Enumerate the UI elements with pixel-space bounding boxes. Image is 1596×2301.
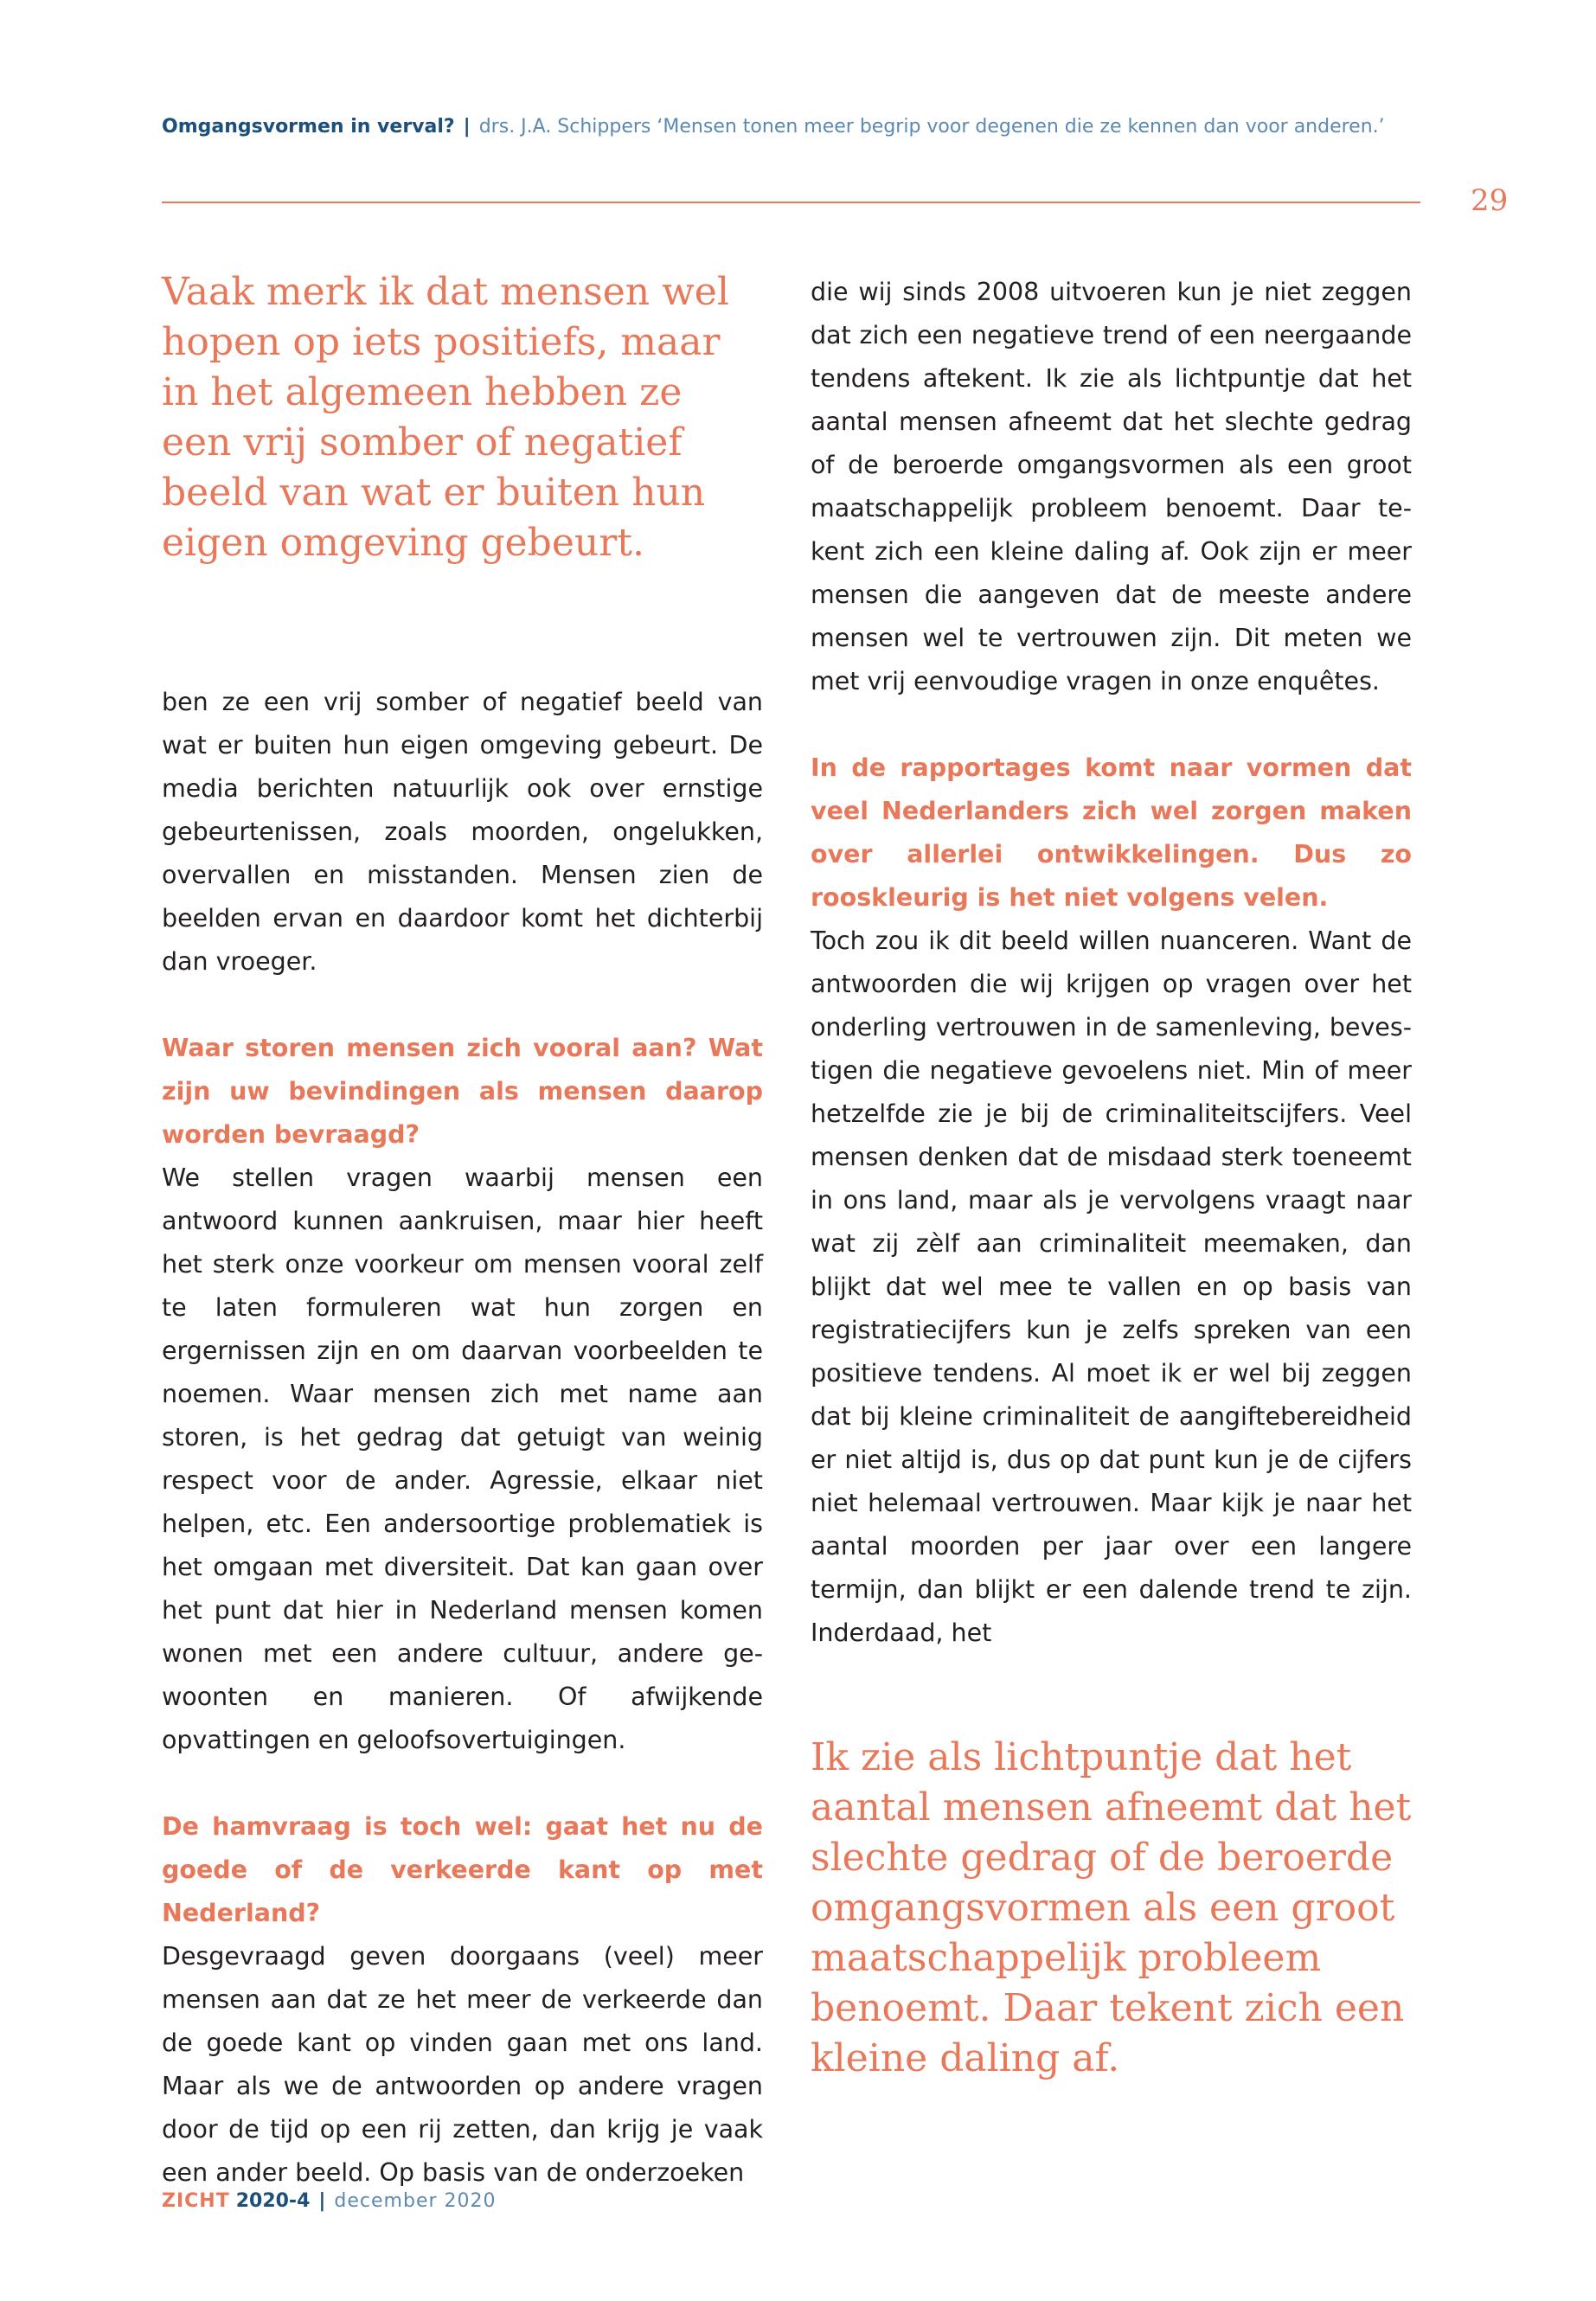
paragraph: die wij sinds 2008 uitvoeren kun je niet zeggen dat zich een negatieve trend of een neergaande tendens aftekent. Ik zie als lichtpuntje dat het aantal mensen afneemt dat het slechte gedrag of de beroerde omgangsvormen als een groot maatschappelijk probleem benoemt. Daar tekent zich een kleine daling af. Ook zijn er meer mensen die aangeven dat de meeste andere mensen wel te vertrouwen zijn. Dit meten we met vrij eenvoudige vragen in onze enquêtes. — [811, 278, 1412, 695]
pull-quote-right: Ik zie als lichtpuntje dat het aantal mensen afneemt dat het slechte gedrag of de beroerde omgangsvormen als een groot maatschappelijk probleem benoemt. Daar tekent zich een kleine daling af. — [811, 1735, 1412, 2080]
spacer — [162, 568, 763, 681]
footer-separator: | — [318, 2190, 326, 2212]
spacer — [811, 703, 1412, 747]
issue-number: 2020-4 — [235, 2190, 311, 2212]
article-title-quote: ‘Mensen tonen meer begrip voor degenen die ze kennen dan voor anderen.’ — [657, 116, 1385, 138]
paragraph: Desgevraagd geven doorgaans (veel) meer mensen aan dat ze het meer de verkeerde dan de goede kant op vinden gaan met ons land. Maar als we de antwoorden op andere vragen door de tijd op een rij zetten, dan krijg je vaak een ander beeld. Op basis van de onderzoeken — [162, 1942, 763, 2187]
spacer — [162, 1762, 763, 1805]
page-number: 29 — [1471, 183, 1509, 218]
spacer — [162, 984, 763, 1027]
running-header — [162, 114, 1425, 140]
interview-question: Waar storen mensen zich vooral aan? Wat zijn uw bevindingen als mensen daarop worden bevraagd? — [162, 1034, 763, 1149]
header-rule — [162, 202, 1420, 203]
pull-quote-left: Vaak merk ik dat mensen wel hopen op iets positiefs, maar in het algemeen hebben ze een vrij somber of negatief beeld van wat er buiten hun eigen omgeving gebeurt. — [162, 270, 729, 565]
running-footer — [162, 2189, 497, 2214]
paragraph: Toch zou ik dit beeld willen nuanceren. Want de antwoorden die wij krijgen op vragen over het onderling vertrouwen in de samenleving, bevestigen die negatieve gevoelens niet. Min of meer hetzelfde zie je bij de criminaliteitscijfers. Veel mensen denken dat de misdaad sterk toeneemt in ons land, maar als je vervolgens vraagt naar wat zij zèlf aan criminaliteit meemaken, dan blijkt dat wel mee te vallen en op basis van registratiecijfers kun je zelfs spreken van een positieve tendens. Al moet ik er wel bij zeggen dat bij kleine criminaliteit de aangiftebereidheid er niet altijd is, dus op dat punt kun je de cijfers niet helemaal vertrouwen. Maar kijk je naar het aantal moorden per jaar over een langere termijn, dan blijkt er een dalende trend te zijn. Inderdaad, het — [811, 926, 1412, 1647]
spacer — [811, 1655, 1412, 1733]
magazine-section-title: Omgangsvormen in verval? — [162, 116, 455, 138]
right-column — [811, 271, 1412, 2084]
left-column — [162, 267, 763, 2195]
interview-question: De hamvraag is toch wel: gaat het nu de goede of de verkeerde kant op met Nederland? — [162, 1812, 763, 1927]
paragraph: ben ze een vrij somber of negatief beeld van wat er buiten hun eigen omgeving gebeurt. De media berichten natuurlijk ook over ernstige gebeurtenissen, zoals moorden, ongelukken, overvallen en misstanden. Mensen zien de beelden ervan en daardoor komt het dichterbij dan vroeger. — [162, 688, 763, 976]
issue-date: december 2020 — [334, 2190, 497, 2212]
magazine-brand: ZICHT — [162, 2190, 230, 2212]
interview-question: In de rapportages komt naar vormen dat veel Nederlanders zich wel zorgen maken over allerlei ontwikkelingen. Dus zo rooskleurig is het niet volgens velen. — [811, 753, 1412, 912]
article-author: drs. J.A. Schippers — [478, 116, 651, 138]
header-separator: | — [463, 116, 471, 138]
paragraph: We stellen vragen waarbij mensen een antwoord kunnen aankruisen, maar hier heeft het sterk onze voorkeur om mensen vooral zelf te laten formuleren wat hun zorgen en ergernissen zijn en om daarvan voorbeelden te noemen. Waar mensen zich met name aan storen, is het gedrag dat getuigt van weinig respect voor de ander. Agressie, elkaar niet helpen, etc. Een andersoortige problematiek is het omgaan met diversiteit. Dat kan gaan over het punt dat hier in Nederland mensen komen wonen met een andere cultuur, andere gewoonten en manieren. Of afwijkende opvattingen en geloofsovertuigingen. — [162, 1163, 763, 1754]
